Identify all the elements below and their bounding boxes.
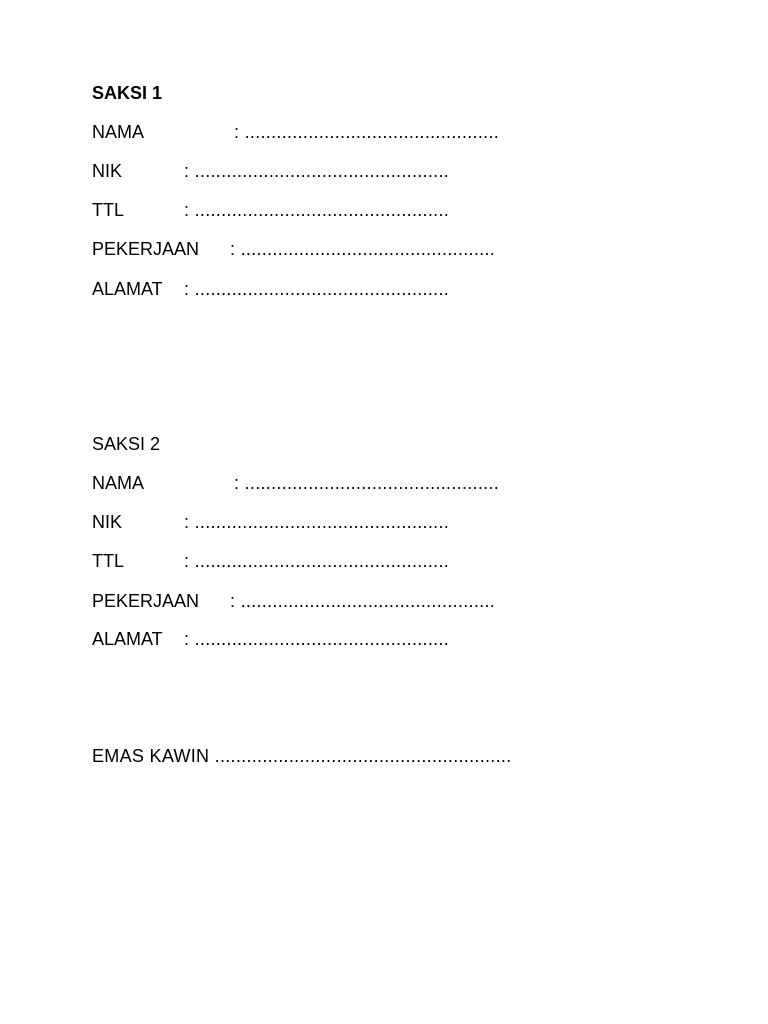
nik-fill: : ................................................	[184, 161, 450, 181]
saksi-2-pekerjaan-row	[92, 590, 552, 612]
nik-label: NIK	[92, 512, 123, 532]
pekerjaan-label: PEKERJAAN	[92, 591, 200, 611]
nama-fill: : ................................................	[234, 473, 500, 493]
saksi-1-pekerjaan-row	[92, 238, 552, 260]
saksi-2-nik-row	[92, 511, 552, 533]
ttl-label: TTL	[92, 200, 125, 220]
alamat-fill: : ................................................	[184, 629, 450, 649]
saksi-1-ttl-row	[92, 199, 552, 221]
pekerjaan-fill: : ................................................	[230, 239, 496, 259]
saksi-2-alamat-row	[92, 628, 552, 650]
ttl-label: TTL	[92, 551, 125, 571]
saksi-1-heading: SAKSI 1	[92, 83, 163, 103]
ttl-fill: : ................................................	[184, 200, 450, 220]
alamat-fill: : ................................................	[184, 279, 450, 299]
nama-label: NAMA	[92, 473, 145, 493]
saksi-1-alamat-row	[92, 278, 552, 300]
saksi-2-heading: SAKSI 2	[92, 434, 161, 454]
pekerjaan-label: PEKERJAAN	[92, 239, 200, 259]
saksi-1-nama-row	[92, 121, 552, 143]
nama-label: NAMA	[92, 122, 145, 142]
nik-label: NIK	[92, 161, 123, 181]
alamat-label: ALAMAT	[92, 629, 163, 649]
nama-fill: : ................................................	[234, 122, 500, 142]
alamat-label: ALAMAT	[92, 279, 163, 299]
saksi-2-ttl-row	[92, 550, 552, 572]
nik-fill: : ................................................	[184, 512, 450, 532]
saksi-1-nik-row	[92, 160, 552, 182]
ttl-fill: : ................................................	[184, 551, 450, 571]
emas-kawin-line: EMAS KAWIN ........................................................	[92, 746, 512, 766]
pekerjaan-fill: : ................................................	[230, 591, 496, 611]
saksi-2-nama-row	[92, 472, 552, 494]
